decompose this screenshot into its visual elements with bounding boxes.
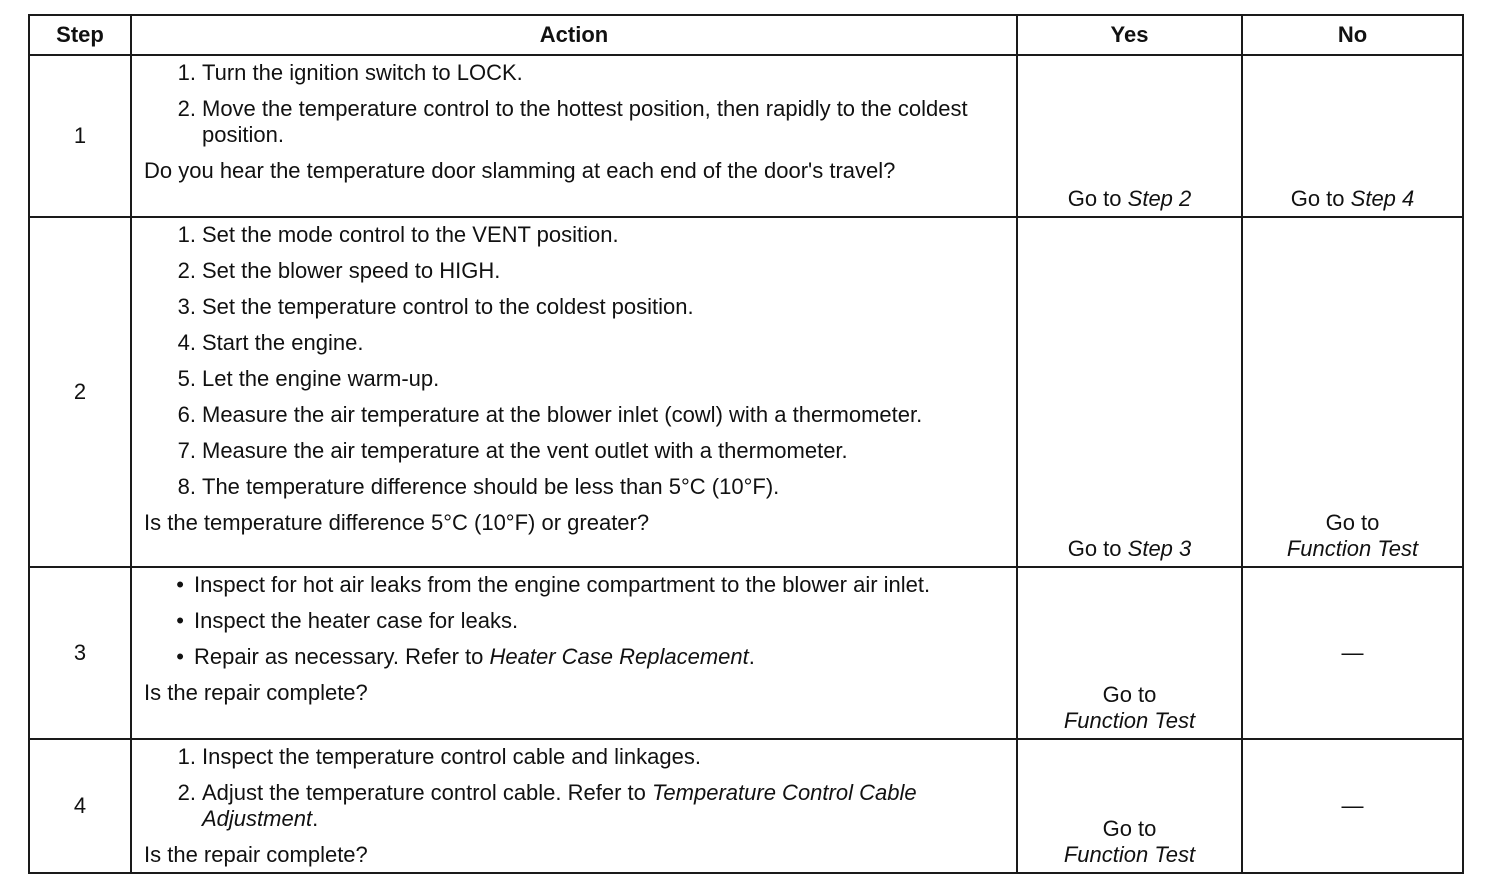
go-to-target-link[interactable]: Function Test: [1063, 708, 1196, 733]
item-text-suffix: .: [748, 644, 755, 669]
header-row: [29, 15, 1463, 55]
list-item: [144, 780, 1002, 832]
item-marker: 2.: [177, 96, 196, 121]
item-text: Inspect the temperature control cable and linkages.: [202, 744, 701, 769]
header-no: No: [1242, 15, 1463, 55]
question-text: Is the repair complete?: [144, 680, 368, 705]
table-row: [29, 217, 1463, 567]
diagnostic-table: [28, 14, 1464, 874]
go-to-target-link[interactable]: Function Test: [1286, 536, 1419, 561]
item-text: Move the temperature control to the hottest position, then rapidly to the coldest position.: [202, 96, 968, 147]
item-marker: 3.: [177, 294, 196, 319]
no-cell: [1242, 55, 1463, 217]
list-item: [144, 608, 1002, 634]
action-list: [144, 572, 1002, 670]
list-item: [144, 60, 1002, 86]
item-marker: 6.: [177, 402, 196, 427]
question-text: Do you hear the temperature door slamming at each end of the door's travel?: [144, 158, 896, 183]
item-marker: •: [176, 572, 184, 597]
list-item: [144, 330, 1002, 356]
table-row: [29, 567, 1463, 739]
list-item: [144, 438, 1002, 464]
reference-link[interactable]: Temperature Control Cable Adjustment: [202, 780, 917, 831]
step-number: 1: [29, 55, 131, 217]
item-marker: 2.: [177, 258, 196, 283]
list-item: [144, 572, 1002, 598]
action-cell: [131, 55, 1017, 217]
action-cell: [131, 217, 1017, 567]
item-text: Let the engine warm-up.: [202, 366, 440, 391]
list-item: [144, 96, 1002, 148]
item-text: Inspect the heater case for leaks.: [194, 608, 519, 633]
yes-cell: [1017, 55, 1242, 217]
step-number: 3: [29, 567, 131, 739]
item-text: [194, 644, 1002, 670]
go-to-prefix: Go to: [1290, 186, 1345, 211]
list-item: [144, 474, 1002, 500]
list-item: [144, 258, 1002, 284]
action-cell: [131, 567, 1017, 739]
item-text: Measure the air temperature at the blower inlet (cowl) with a thermometer.: [202, 402, 923, 427]
item-text-main: Adjust the temperature control cable. Refer to: [202, 780, 653, 805]
item-marker: 8.: [177, 474, 196, 499]
no-cell: [1242, 217, 1463, 567]
item-text: The temperature difference should be less than 5°C (10°F).: [202, 474, 780, 499]
list-item: [144, 644, 1002, 670]
item-text: Measure the air temperature at the vent outlet with a thermometer.: [202, 438, 848, 463]
item-text-suffix: .: [312, 806, 319, 831]
go-to-target-link[interactable]: Step 3: [1127, 536, 1192, 561]
table-row: [29, 55, 1463, 217]
header-yes: Yes: [1017, 15, 1242, 55]
item-text: Inspect for hot air leaks from the engine compartment to the blower air inlet.: [194, 572, 931, 597]
empty-dash: —: [1341, 793, 1364, 818]
item-marker: 2.: [177, 780, 196, 805]
item-text: Set the blower speed to HIGH.: [202, 258, 501, 283]
no-cell: [1242, 739, 1463, 873]
step-number: 2: [29, 217, 131, 567]
go-to-prefix: Go to: [1102, 816, 1157, 841]
item-marker: 1.: [177, 744, 196, 769]
list-item: [144, 222, 1002, 248]
action-list: [144, 222, 1002, 500]
header-action: Action: [131, 15, 1017, 55]
item-marker: •: [176, 608, 184, 633]
item-text-main: Repair as necessary. Refer to: [194, 644, 490, 669]
question-text: Is the temperature difference 5°C (10°F) or greater?: [144, 510, 650, 535]
reference-link[interactable]: Heater Case Replacement: [489, 644, 749, 669]
go-to-prefix: Go to: [1067, 536, 1122, 561]
list-item: [144, 294, 1002, 320]
header-step: Step: [29, 15, 131, 55]
item-marker: •: [176, 644, 184, 669]
table-row: [29, 739, 1463, 873]
list-item: [144, 366, 1002, 392]
action-cell: [131, 739, 1017, 873]
go-to-target-link[interactable]: Step 4: [1350, 186, 1415, 211]
question-text: Is the repair complete?: [144, 842, 368, 867]
item-text: Start the engine.: [202, 330, 364, 355]
go-to-prefix: Go to: [1067, 186, 1122, 211]
yes-cell: [1017, 217, 1242, 567]
action-list: [144, 744, 1002, 832]
item-marker: 5.: [177, 366, 196, 391]
item-marker: 1.: [177, 60, 196, 85]
go-to-prefix: Go to: [1325, 510, 1380, 535]
step-number: 4: [29, 739, 131, 873]
yes-cell: [1017, 567, 1242, 739]
item-text: Set the mode control to the VENT position.: [202, 222, 619, 247]
yes-cell: [1017, 739, 1242, 873]
item-text: Turn the ignition switch to LOCK.: [202, 60, 523, 85]
item-marker: 7.: [177, 438, 196, 463]
go-to-prefix: Go to: [1102, 682, 1157, 707]
item-text: [202, 780, 1002, 832]
item-marker: 4.: [177, 330, 196, 355]
item-marker: 1.: [177, 222, 196, 247]
go-to-target-link[interactable]: Step 2: [1127, 186, 1192, 211]
empty-dash: —: [1341, 640, 1364, 665]
list-item: [144, 402, 1002, 428]
no-cell: [1242, 567, 1463, 739]
list-item: [144, 744, 1002, 770]
go-to-target-link[interactable]: Function Test: [1063, 842, 1196, 867]
item-text: Set the temperature control to the coldest position.: [202, 294, 694, 319]
action-list: [144, 60, 1002, 148]
